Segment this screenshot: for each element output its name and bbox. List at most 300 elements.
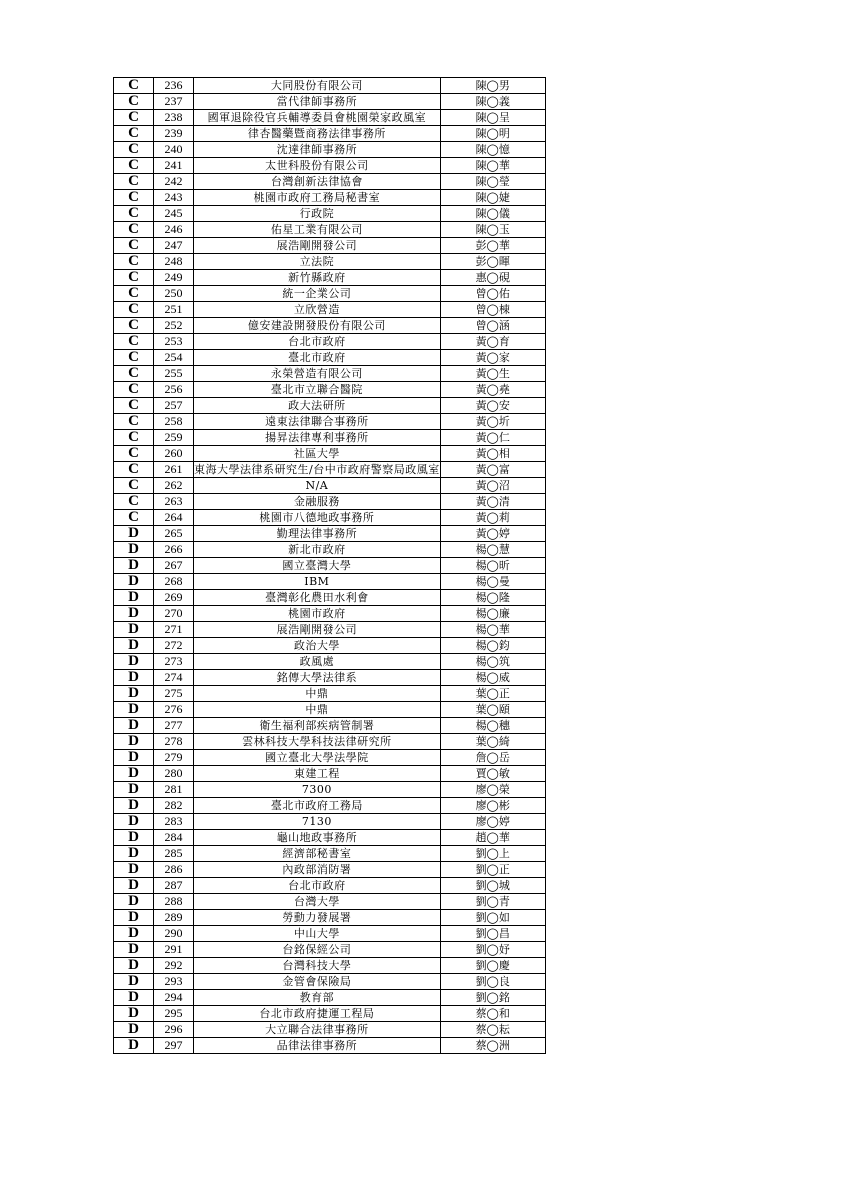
organization-cell: 億安建設開發股份有限公司 <box>194 318 441 334</box>
number-cell: 276 <box>154 702 194 718</box>
name-cell: 黃◯婷 <box>440 526 545 542</box>
table-row <box>114 398 546 414</box>
number-cell: 258 <box>154 414 194 430</box>
name-cell: 劉◯妤 <box>440 942 545 958</box>
organization-cell: 政風處 <box>194 654 441 670</box>
name-cell: 劉◯青 <box>440 894 545 910</box>
name-cell: 陳◯義 <box>440 94 545 110</box>
table-row <box>114 894 546 910</box>
name-cell: 楊◯曼 <box>440 574 545 590</box>
number-cell: 296 <box>154 1022 194 1038</box>
number-cell: 237 <box>154 94 194 110</box>
group-cell: C <box>114 446 154 462</box>
name-cell: 陳◯玉 <box>440 222 545 238</box>
number-cell: 239 <box>154 126 194 142</box>
group-cell: C <box>114 206 154 222</box>
name-cell: 陳◯華 <box>440 158 545 174</box>
organization-cell: 桃園市政府 <box>194 606 441 622</box>
name-cell: 劉◯慶 <box>440 958 545 974</box>
number-cell: 283 <box>154 814 194 830</box>
name-cell: 黃◯仁 <box>440 430 545 446</box>
group-cell: D <box>114 1006 154 1022</box>
table-row <box>114 158 546 174</box>
table-row <box>114 558 546 574</box>
name-cell: 劉◯昌 <box>440 926 545 942</box>
table-row <box>114 574 546 590</box>
name-cell: 劉◯良 <box>440 974 545 990</box>
name-cell: 黃◯家 <box>440 350 545 366</box>
organization-cell: N/A <box>194 478 441 494</box>
group-cell: D <box>114 942 154 958</box>
number-cell: 250 <box>154 286 194 302</box>
organization-cell: 社區大學 <box>194 446 441 462</box>
organization-cell: 沈達律師事務所 <box>194 142 441 158</box>
name-cell: 趙◯華 <box>440 830 545 846</box>
table-row <box>114 654 546 670</box>
organization-cell: 佑星工業有限公司 <box>194 222 441 238</box>
table-row <box>114 126 546 142</box>
organization-cell: 台灣大學 <box>194 894 441 910</box>
name-cell: 黃◯相 <box>440 446 545 462</box>
number-cell: 281 <box>154 782 194 798</box>
group-cell: C <box>114 142 154 158</box>
group-cell: C <box>114 510 154 526</box>
name-cell: 曾◯涵 <box>440 318 545 334</box>
organization-cell: 律杏醫藥暨商務法律事務所 <box>194 126 441 142</box>
table-row <box>114 462 546 478</box>
name-cell: 蔡◯洲 <box>440 1038 545 1054</box>
group-cell: D <box>114 974 154 990</box>
organization-cell: 勤理法律事務所 <box>194 526 441 542</box>
number-cell: 266 <box>154 542 194 558</box>
organization-cell: 品律法律事務所 <box>194 1038 441 1054</box>
organization-cell: 大立聯合法律事務所 <box>194 1022 441 1038</box>
organization-cell: 臺北市政府工務局 <box>194 798 441 814</box>
name-cell: 黃◯莉 <box>440 510 545 526</box>
table-row <box>114 798 546 814</box>
name-cell: 葉◯頤 <box>440 702 545 718</box>
organization-cell: 衛生福利部疾病管制署 <box>194 718 441 734</box>
organization-cell: 台北市政府 <box>194 878 441 894</box>
group-cell: D <box>114 862 154 878</box>
organization-cell: 永榮營造有限公司 <box>194 366 441 382</box>
organization-cell: 立欣營造 <box>194 302 441 318</box>
group-cell: D <box>114 766 154 782</box>
number-cell: 295 <box>154 1006 194 1022</box>
table-row <box>114 590 546 606</box>
number-cell: 268 <box>154 574 194 590</box>
organization-cell: 7130 <box>194 814 441 830</box>
organization-cell: 臺北市立聯合醫院 <box>194 382 441 398</box>
number-cell: 294 <box>154 990 194 1006</box>
group-cell: D <box>114 894 154 910</box>
group-cell: D <box>114 798 154 814</box>
number-cell: 240 <box>154 142 194 158</box>
group-cell: C <box>114 414 154 430</box>
table-row <box>114 830 546 846</box>
table-row <box>114 510 546 526</box>
name-cell: 黃◯育 <box>440 334 545 350</box>
name-cell: 彭◯暉 <box>440 254 545 270</box>
table-row <box>114 414 546 430</box>
table-row <box>114 910 546 926</box>
group-cell: D <box>114 702 154 718</box>
organization-cell: 金融服務 <box>194 494 441 510</box>
number-cell: 253 <box>154 334 194 350</box>
table-row <box>114 318 546 334</box>
group-cell: C <box>114 126 154 142</box>
organization-cell: 教育部 <box>194 990 441 1006</box>
organization-cell: 國立臺灣大學 <box>194 558 441 574</box>
table-row <box>114 334 546 350</box>
number-cell: 297 <box>154 1038 194 1054</box>
organization-cell: 台北市政府捷運工程局 <box>194 1006 441 1022</box>
group-cell: C <box>114 398 154 414</box>
name-cell: 楊◯慧 <box>440 542 545 558</box>
name-cell: 賈◯敏 <box>440 766 545 782</box>
organization-cell: IBM <box>194 574 441 590</box>
group-cell: C <box>114 238 154 254</box>
name-cell: 楊◯鈞 <box>440 638 545 654</box>
name-cell: 陳◯婕 <box>440 190 545 206</box>
name-cell: 黃◯富 <box>440 462 545 478</box>
name-cell: 陳◯呈 <box>440 110 545 126</box>
number-cell: 238 <box>154 110 194 126</box>
number-cell: 282 <box>154 798 194 814</box>
name-cell: 楊◯威 <box>440 670 545 686</box>
group-cell: D <box>114 542 154 558</box>
table-row <box>114 686 546 702</box>
group-cell: C <box>114 462 154 478</box>
organization-cell: 7300 <box>194 782 441 798</box>
organization-cell: 國立臺北大學法學院 <box>194 750 441 766</box>
table-row <box>114 206 546 222</box>
name-cell: 陳◯瑩 <box>440 174 545 190</box>
table-row <box>114 638 546 654</box>
table-row <box>114 990 546 1006</box>
organization-cell: 桃園市八德地政事務所 <box>194 510 441 526</box>
name-cell: 劉◯城 <box>440 878 545 894</box>
group-cell: D <box>114 718 154 734</box>
number-cell: 267 <box>154 558 194 574</box>
name-cell: 蔡◯耘 <box>440 1022 545 1038</box>
name-cell: 黃◯清 <box>440 494 545 510</box>
organization-cell: 新北市政府 <box>194 542 441 558</box>
number-cell: 285 <box>154 846 194 862</box>
group-cell: D <box>114 1022 154 1038</box>
table-row <box>114 622 546 638</box>
name-cell: 楊◯隆 <box>440 590 545 606</box>
table-row <box>114 1038 546 1054</box>
table-row <box>114 670 546 686</box>
group-cell: D <box>114 910 154 926</box>
name-cell: 曾◯棟 <box>440 302 545 318</box>
number-cell: 275 <box>154 686 194 702</box>
name-cell: 陳◯男 <box>440 78 545 94</box>
name-cell: 黃◯堯 <box>440 382 545 398</box>
group-cell: C <box>114 222 154 238</box>
number-cell: 278 <box>154 734 194 750</box>
organization-cell: 大同股份有限公司 <box>194 78 441 94</box>
number-cell: 261 <box>154 462 194 478</box>
organization-cell: 行政院 <box>194 206 441 222</box>
name-cell: 劉◯正 <box>440 862 545 878</box>
group-cell: D <box>114 878 154 894</box>
organization-cell: 揚昇法律專利事務所 <box>194 430 441 446</box>
number-cell: 242 <box>154 174 194 190</box>
group-cell: D <box>114 558 154 574</box>
table-row <box>114 478 546 494</box>
group-cell: D <box>114 526 154 542</box>
number-cell: 243 <box>154 190 194 206</box>
number-cell: 277 <box>154 718 194 734</box>
name-cell: 黃◯生 <box>440 366 545 382</box>
organization-cell: 台灣創新法律協會 <box>194 174 441 190</box>
number-cell: 291 <box>154 942 194 958</box>
table-row <box>114 942 546 958</box>
organization-cell: 勞動力發展署 <box>194 910 441 926</box>
table-row <box>114 958 546 974</box>
name-cell: 彭◯華 <box>440 238 545 254</box>
organization-cell: 中山大學 <box>194 926 441 942</box>
organization-cell: 雲林科技大學科技法律研究所 <box>194 734 441 750</box>
number-cell: 292 <box>154 958 194 974</box>
name-cell: 楊◯筑 <box>440 654 545 670</box>
group-cell: C <box>114 350 154 366</box>
organization-cell: 台灣科技大學 <box>194 958 441 974</box>
group-cell: C <box>114 430 154 446</box>
number-cell: 272 <box>154 638 194 654</box>
name-cell: 楊◯穗 <box>440 718 545 734</box>
group-cell: C <box>114 478 154 494</box>
group-cell: D <box>114 734 154 750</box>
group-cell: D <box>114 846 154 862</box>
organization-cell: 統一企業公司 <box>194 286 441 302</box>
group-cell: C <box>114 254 154 270</box>
table-row <box>114 430 546 446</box>
table-row <box>114 734 546 750</box>
name-cell: 陳◯儀 <box>440 206 545 222</box>
group-cell: D <box>114 686 154 702</box>
name-cell: 葉◯正 <box>440 686 545 702</box>
number-cell: 236 <box>154 78 194 94</box>
table-row <box>114 1006 546 1022</box>
table-row <box>114 78 546 94</box>
number-cell: 269 <box>154 590 194 606</box>
number-cell: 264 <box>154 510 194 526</box>
organization-cell: 經濟部秘書室 <box>194 846 441 862</box>
number-cell: 260 <box>154 446 194 462</box>
group-cell: C <box>114 94 154 110</box>
number-cell: 263 <box>154 494 194 510</box>
table-row <box>114 222 546 238</box>
organization-cell: 台銘保經公司 <box>194 942 441 958</box>
number-cell: 270 <box>154 606 194 622</box>
organization-cell: 新竹縣政府 <box>194 270 441 286</box>
table-row <box>114 606 546 622</box>
name-cell: 黃◯沼 <box>440 478 545 494</box>
number-cell: 262 <box>154 478 194 494</box>
table-row <box>114 702 546 718</box>
name-cell: 黃◯圻 <box>440 414 545 430</box>
number-cell: 251 <box>154 302 194 318</box>
name-cell: 楊◯昕 <box>440 558 545 574</box>
name-cell: 蔡◯和 <box>440 1006 545 1022</box>
organization-cell: 展浩剛開發公司 <box>194 622 441 638</box>
table-row <box>114 350 546 366</box>
number-cell: 255 <box>154 366 194 382</box>
table-row <box>114 782 546 798</box>
organization-cell: 東建工程 <box>194 766 441 782</box>
number-cell: 246 <box>154 222 194 238</box>
organization-cell: 政大法研所 <box>194 398 441 414</box>
name-cell: 劉◯上 <box>440 846 545 862</box>
number-cell: 248 <box>154 254 194 270</box>
number-cell: 288 <box>154 894 194 910</box>
organization-cell: 立法院 <box>194 254 441 270</box>
group-cell: D <box>114 606 154 622</box>
group-cell: D <box>114 654 154 670</box>
group-cell: C <box>114 110 154 126</box>
number-cell: 280 <box>154 766 194 782</box>
name-cell: 陳◯憶 <box>440 142 545 158</box>
table-row <box>114 286 546 302</box>
table-row <box>114 750 546 766</box>
name-cell: 惠◯硯 <box>440 270 545 286</box>
group-cell: D <box>114 574 154 590</box>
group-cell: C <box>114 494 154 510</box>
group-cell: C <box>114 270 154 286</box>
number-cell: 289 <box>154 910 194 926</box>
organization-cell: 臺北市政府 <box>194 350 441 366</box>
group-cell: C <box>114 286 154 302</box>
number-cell: 286 <box>154 862 194 878</box>
number-cell: 252 <box>154 318 194 334</box>
group-cell: C <box>114 158 154 174</box>
name-cell: 廖◯彬 <box>440 798 545 814</box>
organization-cell: 金管會保險局 <box>194 974 441 990</box>
group-cell: D <box>114 638 154 654</box>
group-cell: D <box>114 750 154 766</box>
table-row <box>114 718 546 734</box>
table-row <box>114 174 546 190</box>
name-cell: 詹◯岳 <box>440 750 545 766</box>
organization-cell: 政治大學 <box>194 638 441 654</box>
name-cell: 葉◯綺 <box>440 734 545 750</box>
group-cell: D <box>114 990 154 1006</box>
number-cell: 257 <box>154 398 194 414</box>
organization-cell: 中鼎 <box>194 702 441 718</box>
number-cell: 284 <box>154 830 194 846</box>
number-cell: 290 <box>154 926 194 942</box>
name-cell: 楊◯華 <box>440 622 545 638</box>
table-row <box>114 366 546 382</box>
name-cell: 劉◯如 <box>440 910 545 926</box>
group-cell: D <box>114 782 154 798</box>
organization-cell: 展浩剛開發公司 <box>194 238 441 254</box>
organization-cell: 當代律師事務所 <box>194 94 441 110</box>
organization-cell: 龜山地政事務所 <box>194 830 441 846</box>
number-cell: 265 <box>154 526 194 542</box>
group-cell: D <box>114 670 154 686</box>
number-cell: 245 <box>154 206 194 222</box>
group-cell: C <box>114 318 154 334</box>
organization-cell: 銘傳大學法律系 <box>194 670 441 686</box>
number-cell: 279 <box>154 750 194 766</box>
organization-cell: 太世科股份有限公司 <box>194 158 441 174</box>
group-cell: C <box>114 366 154 382</box>
table-row <box>114 190 546 206</box>
table-row <box>114 542 546 558</box>
name-cell: 黃◯安 <box>440 398 545 414</box>
table-row <box>114 382 546 398</box>
group-cell: D <box>114 590 154 606</box>
table-row <box>114 254 546 270</box>
number-cell: 254 <box>154 350 194 366</box>
organization-cell: 內政部消防署 <box>194 862 441 878</box>
organization-cell: 中鼎 <box>194 686 441 702</box>
table-row <box>114 862 546 878</box>
number-cell: 293 <box>154 974 194 990</box>
table-row <box>114 94 546 110</box>
number-cell: 271 <box>154 622 194 638</box>
table-row <box>114 766 546 782</box>
group-cell: D <box>114 958 154 974</box>
table-row <box>114 846 546 862</box>
number-cell: 256 <box>154 382 194 398</box>
table-row <box>114 302 546 318</box>
name-cell: 劉◯銘 <box>440 990 545 1006</box>
organization-cell: 台北市政府 <box>194 334 441 350</box>
number-cell: 241 <box>154 158 194 174</box>
group-cell: D <box>114 1038 154 1054</box>
table-row <box>114 110 546 126</box>
table-row <box>114 878 546 894</box>
group-cell: C <box>114 174 154 190</box>
participant-table-body <box>114 78 546 1054</box>
table-row <box>114 494 546 510</box>
table-row <box>114 814 546 830</box>
organization-cell: 東海大學法律系研究生/台中市政府警察局政風室 <box>194 463 440 476</box>
organization-cell: 國軍退除役官兵輔導委員會桃園榮家政風室 <box>194 110 441 126</box>
table-row <box>114 446 546 462</box>
group-cell: D <box>114 830 154 846</box>
group-cell: D <box>114 926 154 942</box>
table-row <box>114 526 546 542</box>
table-row <box>114 1022 546 1038</box>
number-cell: 274 <box>154 670 194 686</box>
name-cell: 曾◯佑 <box>440 286 545 302</box>
group-cell: C <box>114 78 154 94</box>
number-cell: 247 <box>154 238 194 254</box>
table-row <box>114 142 546 158</box>
table-row <box>114 974 546 990</box>
number-cell: 287 <box>154 878 194 894</box>
number-cell: 249 <box>154 270 194 286</box>
group-cell: C <box>114 382 154 398</box>
participant-table <box>113 77 546 1054</box>
table-row <box>114 238 546 254</box>
group-cell: C <box>114 334 154 350</box>
organization-cell: 桃園市政府工務局秘書室 <box>194 190 441 206</box>
group-cell: D <box>114 814 154 830</box>
organization-cell: 臺灣彰化農田水利會 <box>194 590 441 606</box>
name-cell: 楊◯廉 <box>440 606 545 622</box>
group-cell: C <box>114 190 154 206</box>
group-cell: D <box>114 622 154 638</box>
table-row <box>114 926 546 942</box>
organization-cell: 遠東法律聯合事務所 <box>194 414 441 430</box>
